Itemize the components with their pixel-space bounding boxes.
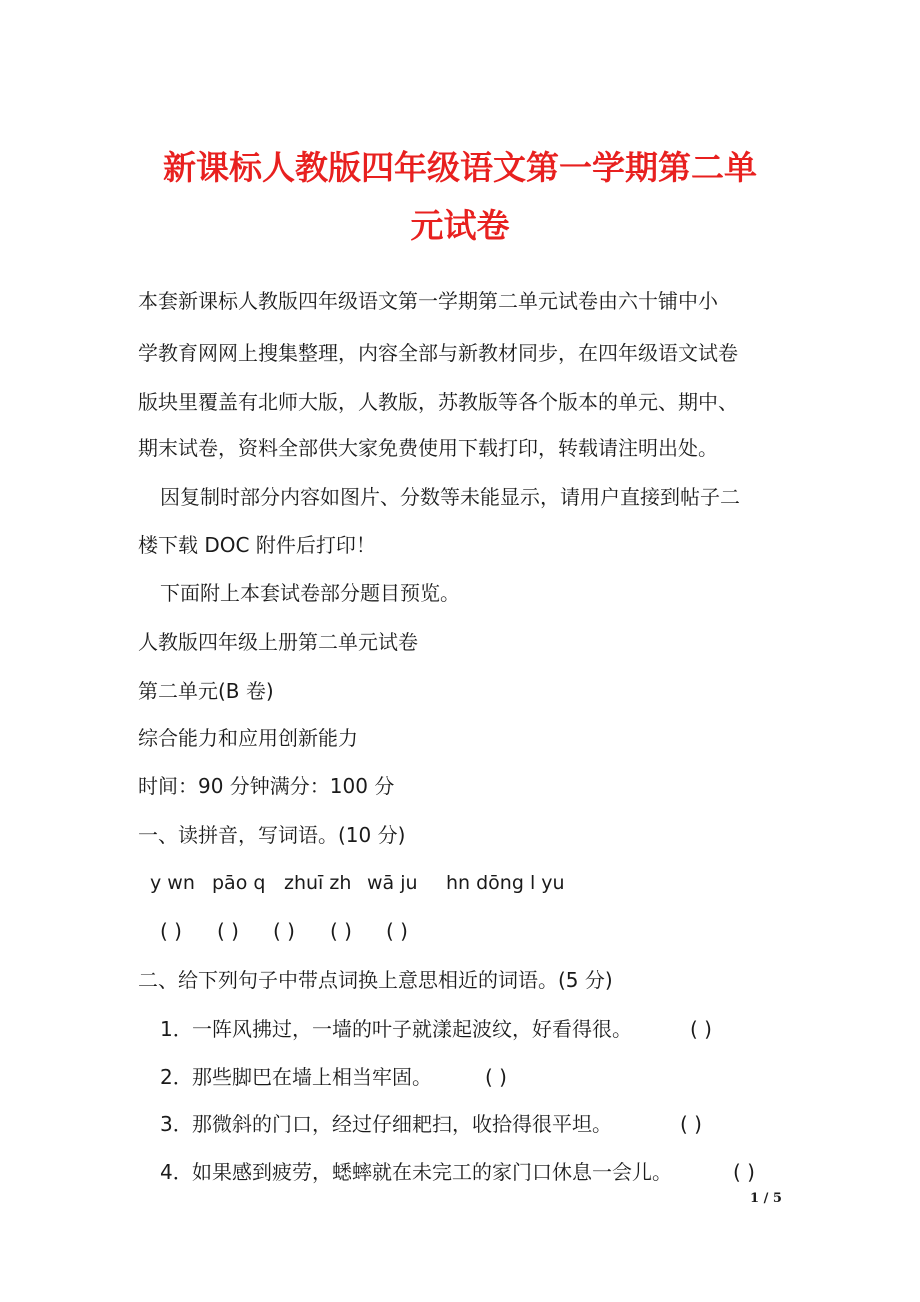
notice-paragraph-line: 因复制时部分内容如图片、分数等未能显示，请用户直接到帖子二: [160, 485, 740, 509]
notice-paragraph-line: 楼下载 DOC 附件后打印！: [138, 533, 376, 557]
page-number: 1 / 5: [750, 1191, 782, 1206]
question-number: 3．: [160, 1112, 193, 1136]
exam-name: 人教版四年级上册第二单元试卷: [138, 630, 418, 654]
document-title-line-1: 新课标人教版四年级语文第一学期第二单: [163, 148, 757, 187]
question-text: 那微斜的门口，经过仔细耙扫，收拾得很平坦。: [192, 1112, 612, 1136]
question-number: 2．: [160, 1065, 193, 1089]
section-1-heading: 一、读拼音，写词语。(10 分): [138, 823, 406, 847]
pinyin-item: wā ju: [367, 872, 418, 894]
pinyin-item: hn dōng l yu: [446, 872, 565, 894]
question-text: 如果感到疲劳，蟋蟀就在未完工的家门口休息一会儿。: [192, 1160, 672, 1184]
intro-paragraph-line: 本套新课标人教版四年级语文第一学期第二单元试卷由六十铺中小: [138, 289, 718, 313]
document-title-line-2: 元试卷: [410, 206, 510, 245]
exam-subtitle: 综合能力和应用创新能力: [138, 726, 358, 750]
question-number: 1．: [160, 1017, 193, 1041]
answer-blank[interactable]: ( ): [160, 919, 182, 943]
exam-time: 时间：90 分钟满分：100 分: [138, 774, 395, 798]
intro-paragraph-line: 期末试卷，资料全部供大家免费使用下载打印，转载请注明出处。: [138, 436, 718, 460]
question-number: 4．: [160, 1160, 193, 1184]
preview-note: 下面附上本套试卷部分题目预览。: [160, 581, 460, 605]
answer-blank[interactable]: ( ): [386, 919, 408, 943]
pinyin-item: zhuī zh: [284, 872, 352, 894]
section-2-heading: 二、给下列句子中带点词换上意思相近的词语。(5 分): [138, 968, 613, 992]
question-text: 一阵风拂过，一墙的叶子就漾起波纹，好看得很。: [192, 1017, 632, 1041]
answer-blank[interactable]: ( ): [217, 919, 239, 943]
answer-blank[interactable]: ( ): [733, 1160, 755, 1184]
answer-blank[interactable]: ( ): [273, 919, 295, 943]
answer-blank[interactable]: ( ): [680, 1112, 702, 1136]
exam-unit: 第二单元(B 卷): [138, 679, 274, 703]
answer-blank[interactable]: ( ): [330, 919, 352, 943]
pinyin-item: y wn: [150, 872, 195, 894]
question-text: 那些脚巴在墙上相当牢固。: [192, 1065, 432, 1089]
answer-blank[interactable]: ( ): [690, 1017, 712, 1041]
intro-paragraph-line: 学教育网网上搜集整理，内容全部与新教材同步，在四年级语文试卷: [138, 341, 738, 365]
pinyin-item: pāo q: [212, 872, 266, 894]
answer-blank[interactable]: ( ): [485, 1065, 507, 1089]
intro-paragraph-line: 版块里覆盖有北师大版，人教版，苏教版等各个版本的单元、期中、: [138, 390, 738, 414]
